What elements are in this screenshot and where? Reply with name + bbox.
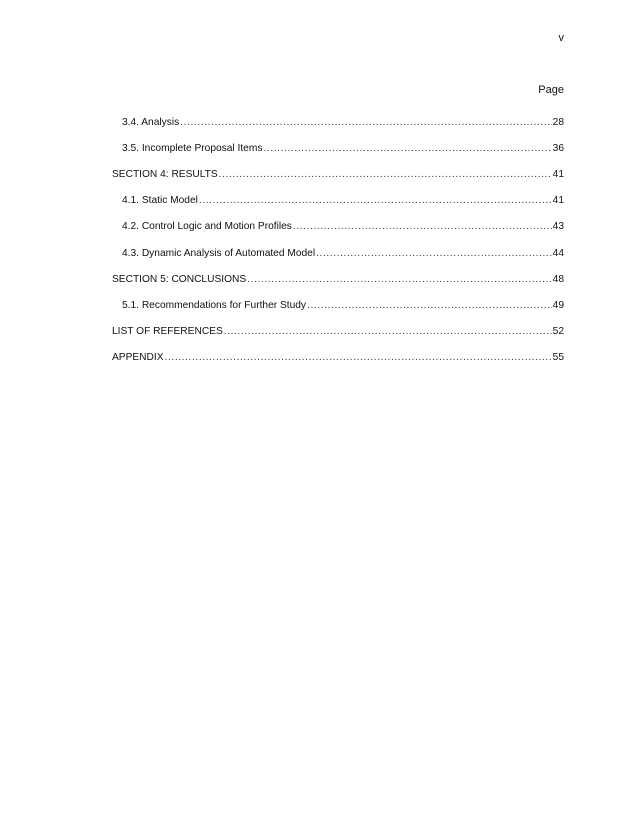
toc-entry-4-2: [112, 207, 564, 233]
toc-entry-3-4: [112, 103, 564, 129]
toc-entry-label: APPENDIX: [112, 351, 164, 363]
toc-entry-page: 48: [552, 273, 564, 285]
toc-dot-leader: [307, 299, 552, 312]
toc-entry-page: 28: [552, 117, 564, 129]
toc-entry-4-3: [112, 233, 564, 259]
toc-dot-leader: [316, 247, 552, 260]
toc-entry-page: 43: [552, 221, 564, 233]
toc-entry-4-1: [112, 181, 564, 207]
page-number: v: [558, 32, 564, 44]
toc-entry-label: 4.2. Control Logic and Motion Profiles: [122, 221, 292, 233]
page-column-header: Page: [538, 84, 564, 96]
toc-entry-label: 4.1. Static Model: [122, 195, 198, 207]
table-of-contents: [112, 103, 564, 364]
toc-entry-section-5: [112, 260, 564, 286]
toc-dot-leader: [293, 220, 552, 233]
toc-entry-references: [112, 312, 564, 338]
toc-entry-appendix: [112, 338, 564, 364]
toc-dot-leader: [263, 142, 551, 155]
toc-dot-leader: [247, 273, 551, 286]
toc-dot-leader: [199, 194, 552, 207]
toc-entry-section-4: [112, 155, 564, 181]
toc-entry-page: 49: [552, 299, 564, 311]
toc-entry-page: 41: [552, 195, 564, 207]
toc-dot-leader: [219, 168, 552, 181]
toc-entry-label: LIST OF REFERENCES: [112, 325, 223, 337]
toc-entry-label: 5.1. Recommendations for Further Study: [122, 299, 307, 311]
toc-entry-page: 36: [552, 143, 564, 155]
toc-entry-label: SECTION 5: CONCLUSIONS: [112, 273, 247, 285]
toc-entry-page: 55: [552, 351, 564, 363]
toc-entry-label: 4.3. Dynamic Analysis of Automated Model: [122, 247, 316, 259]
toc-entry-5-1: [112, 286, 564, 312]
toc-entry-3-5: [112, 129, 564, 155]
toc-entry-page: 52: [552, 325, 564, 337]
toc-entry-page: 44: [552, 247, 564, 259]
toc-entry-label: SECTION 4: RESULTS: [112, 169, 218, 181]
toc-dot-leader: [224, 325, 552, 338]
toc-dot-leader: [165, 351, 552, 364]
toc-dot-leader: [180, 116, 551, 129]
toc-entry-label: 3.5. Incomplete Proposal Items: [122, 143, 263, 155]
toc-entry-label: 3.4. Analysis: [122, 117, 180, 129]
toc-entry-page: 41: [552, 169, 564, 181]
